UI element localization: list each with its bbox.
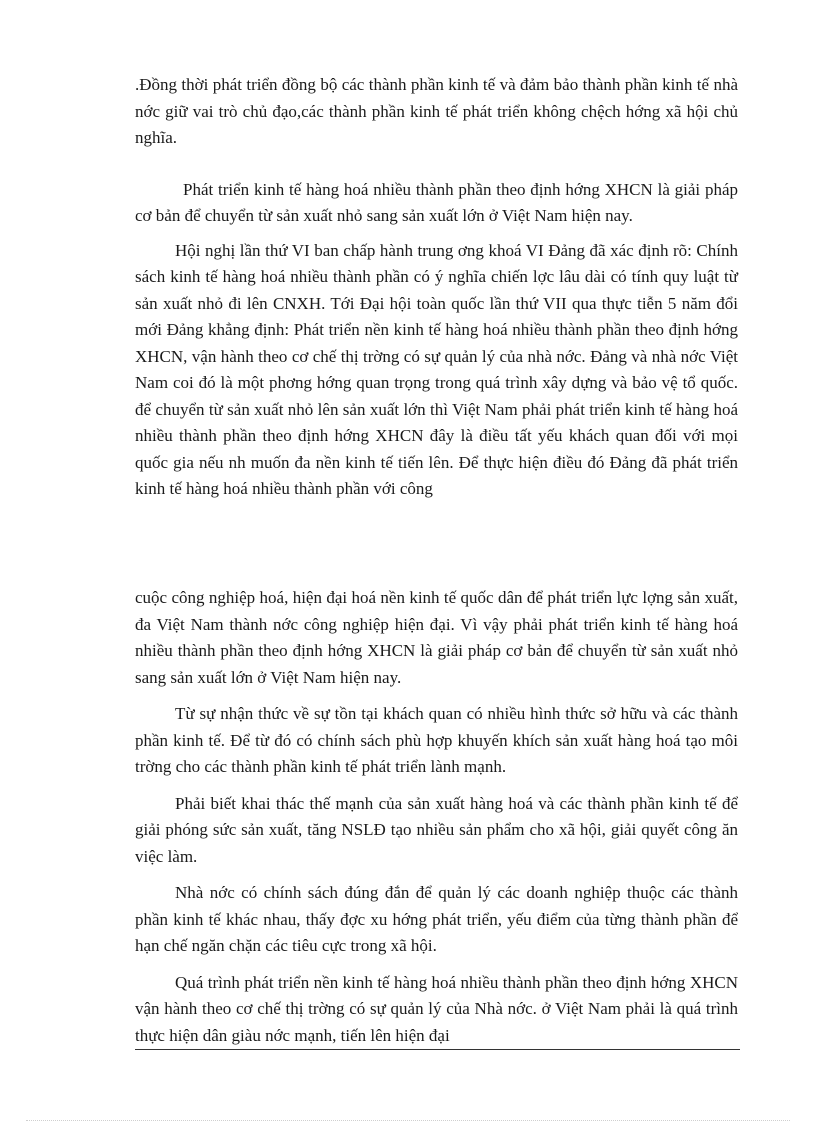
paragraph: cuộc công nghiệp hoá, hiện đại hoá nền kinh tế quốc dân để phát triển lực lợng sản xuất, đa Việt Nam thành nớc công nghiệp hiện đại. Vì vậy phải phát triển kinh tế hàng hoá nhiều thành phần theo định hớng XHCN là giải pháp cơ bản để chuyển từ sản xuất nhỏ sang sản xuất lớn ở Việt Nam hiện nay. bbox=[135, 588, 738, 687]
page-edge-divider bbox=[26, 1120, 790, 1121]
paragraph: Phải biết khai thác thế mạnh của sản xuất hàng hoá và các thành phần kinh tế để giải phóng sức sản xuất, tăng NSLĐ tạo nhiều sản phẩm cho xã hội, giải quyết công ăn việc làm. bbox=[135, 793, 738, 866]
paragraph: Quá trình phát triển nền kinh tế hàng hoá nhiều thành phần theo định hớng XHCN vận hành theo cơ chế thị trờng có sự quản lý của Nhà nớc. ở Việt Nam phải là quá trình thực hiện dân giàu nớc mạnh, tiến lên hiện đại bbox=[135, 972, 738, 1045]
text-block-top bbox=[135, 72, 738, 503]
paragraph: Nhà nớc có chính sách đúng đắn để quản lý các doanh nghiệp thuộc các thành phần kinh tế khác nhau, thấy đợc xu hớng phát triển, yếu điểm của từng thành phần để hạn chế ngăn chặn các tiêu cực trong xã hội. bbox=[135, 883, 738, 955]
paragraph: Phát triển kinh tế hàng hoá nhiều thành phần theo định hớng XHCN là giải pháp cơ bản để chuyển từ sản xuất nhỏ sang sản xuất lớn ở Việt Nam hiện nay. bbox=[135, 179, 738, 225]
paragraph: .Đồng thời phát triển đồng bộ các thành phần kinh tế và đảm bảo thành phần kinh tế nhà nớc giữ vai trò chủ đạo,các thành phần kinh tế phát triển không chệch hớng xã hội chủ nghĩa. bbox=[135, 75, 738, 147]
text-block-bottom bbox=[135, 585, 738, 1049]
footer-rule bbox=[135, 1049, 740, 1050]
paragraph: Từ sự nhận thức về sự tồn tại khách quan có nhiều hình thức sở hữu và các thành phần kinh tế. Để từ đó có chính sách phù hợp khuyến khích sản xuất hàng hoá tạo môi trờng cho các thành phần kinh tế phát triển lành mạnh. bbox=[135, 704, 738, 776]
paragraph: Hội nghị lần thứ VI ban chấp hành trung ơng khoá VI Đảng đã xác định rõ: Chính sách kinh tế hàng hoá nhiều thành phần có ý nghĩa chiến lợc lâu dài có tính quy luật từ sản xuất nhỏ đi lên CNXH. Tới Đại hội toàn quốc lần thứ VII qua thực tiễn 5 năm đổi mới Đảng khẳng định: Phát triển nền kinh tế hàng hoá nhiều thành phần theo định hớng XHCN, vận hành theo cơ chế thị trờng có sự quản lý của nhà nớc. Đảng và nhà nớc Việt Nam coi đó là một phơng hớng quan trọng trong quá trình xây dựng và bảo vệ tổ quốc. để chuyển từ sản xuất nhỏ lên sản xuất lớn thì Việt Nam phải phát triển kinh tế hàng hoá nhiều thành phần theo định hớng XHCN đây là điều tất yếu khách quan đối với mọi quốc gia nếu nh muốn đa nền kinh tế tiến lên. Để thực hiện điều đó Đảng đã phát triển kinh tế hàng hoá nhiều thành phần với công bbox=[135, 240, 738, 498]
